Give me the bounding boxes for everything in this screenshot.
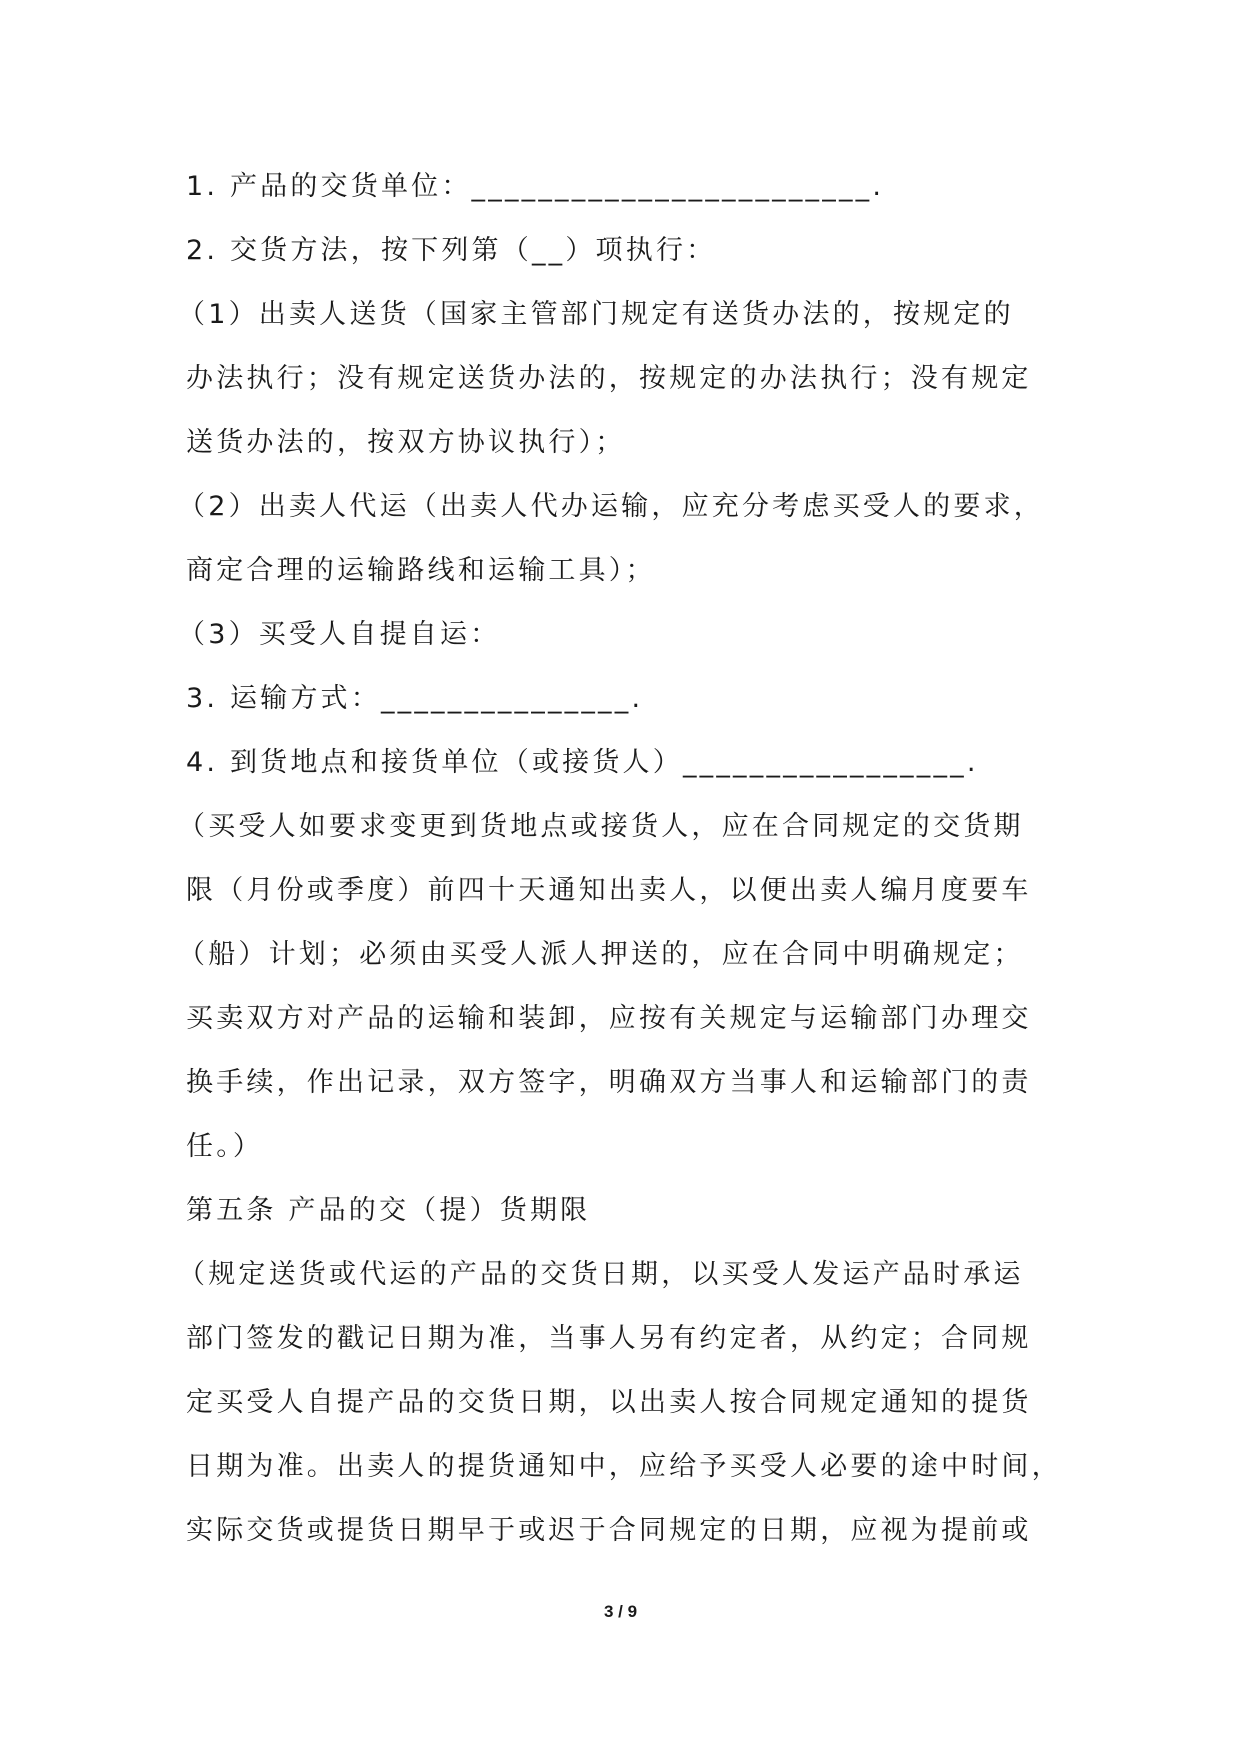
text-line: 3. 运输方式：_______________. [186,683,644,714]
text-line: 日期为准。出卖人的提货通知中，应给予买受人必要的途中时间， [186,1451,1062,1482]
text-line: （船）计划；必须由买受人派人押送的，应在合同中明确规定； [178,939,1024,970]
text-line: （3）买受人自提自运： [178,619,501,650]
text-line: 部门签发的戳记日期为准，当事人另有约定者，从约定；合同规 [186,1323,1032,1354]
text-line: （1）出卖人送货（国家主管部门规定有送货办法的，按规定的 [178,299,1014,330]
text-line: （2）出卖人代运（出卖人代办运输，应充分考虑买受人的要求， [178,491,1044,522]
text-line: 买卖双方对产品的运输和装卸，应按有关规定与运输部门办理交 [186,1003,1032,1034]
text-line: 2. 交货方法，按下列第（__）项执行： [186,235,717,266]
text-line: 定买受人自提产品的交货日期，以出卖人按合同规定通知的提货 [186,1387,1032,1418]
text-line: （买受人如要求变更到货地点或接货人，应在合同规定的交货期 [178,811,1024,842]
section-heading: 第五条 产品的交（提）货期限 [186,1195,591,1226]
text-line: 1. 产品的交货单位：________________________. [186,171,885,202]
text-line: 换手续，作出记录，双方签字，明确双方当事人和运输部门的责 [186,1067,1032,1098]
text-line: （规定送货或代运的产品的交货日期，以买受人发运产品时承运 [178,1259,1024,1290]
text-line: 4. 到货地点和接货单位（或接货人）_________________. [186,747,979,778]
page-number: 3 / 9 [603,1602,638,1621]
text-line: 任。） [186,1131,264,1162]
text-line: 限（月份或季度）前四十天通知出卖人，以便出卖人编月度要车 [186,875,1032,906]
text-line: 实际交货或提货日期早于或迟于合同规定的日期，应视为提前或 [186,1515,1032,1546]
text-line: 办法执行；没有规定送货办法的，按规定的办法执行；没有规定 [186,363,1032,394]
text-line: 商定合理的运输路线和运输工具）； [186,555,656,586]
document-body [178,155,1066,1563]
text-line: 送货办法的，按双方协议执行）； [186,427,626,458]
